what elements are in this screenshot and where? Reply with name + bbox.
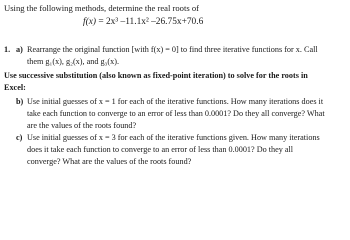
equation-lhs: f(x) xyxy=(83,17,97,27)
part-c-line-1: Use initial guesses of x = 3 for each of the iterative functions given. How many iterations xyxy=(27,133,320,142)
part-b-line-3: are the values of the roots found? xyxy=(27,121,137,130)
part-b-line-1: Use initial guesses of x = 1 for each of the iterative functions. How many iterations does it xyxy=(27,97,324,106)
part-c-line-2: does it take each function to converge to an error of less than 0.0001? Do they all xyxy=(27,145,294,154)
part-a xyxy=(4,44,346,56)
part-a-line-2: them g₁(x), g₂(x), and g₃(x). xyxy=(27,57,120,66)
part-a-line-1: Rearrange the original function [with f(x) = 0] to find three iterative functions for x. Call xyxy=(27,45,318,54)
part-c-line-3: converge? What are the values of the roots found? xyxy=(27,157,192,166)
part-c xyxy=(4,132,346,144)
part-b-line-2: take each function to converge to an error of less than 0.0001? Do they all converge? What xyxy=(27,109,325,118)
part-b xyxy=(4,96,346,108)
intro-text: Using the following methods, determine the real roots of xyxy=(4,3,199,13)
function-equation xyxy=(83,17,203,28)
instruction xyxy=(4,70,346,94)
problem-1 xyxy=(4,44,346,168)
instruction-line-1: Use successive substitution (also known as fixed-point iteration) to solve for the roots in xyxy=(4,71,308,80)
equation-rhs: = 2x³ –11.1x² –26.75x+70.6 xyxy=(98,17,204,27)
instruction-line-2: Excel: xyxy=(4,83,26,92)
part-b-label: b) xyxy=(16,97,24,106)
part-a-label: a) xyxy=(16,45,23,54)
problem-number: 1. xyxy=(4,45,11,54)
part-c-label: c) xyxy=(16,133,23,142)
